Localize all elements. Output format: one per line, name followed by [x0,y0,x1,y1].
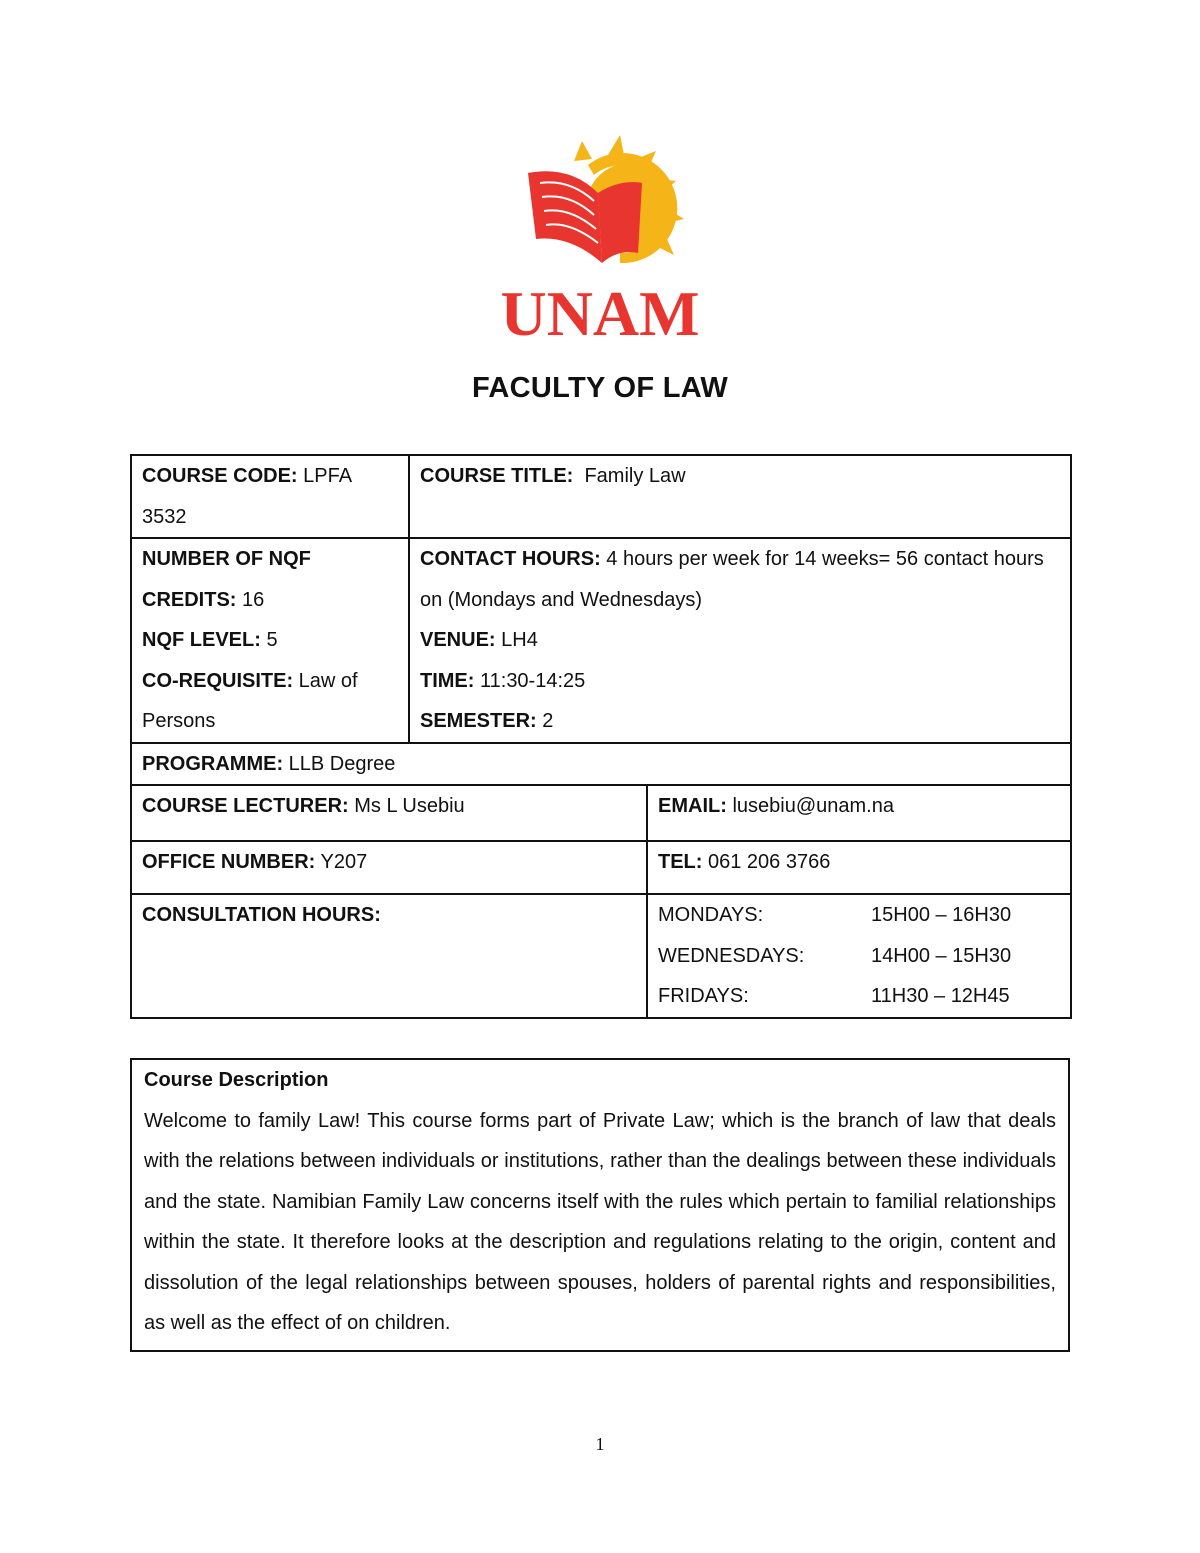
course-code-cell: COURSE CODE: LPFA 3532 [131,455,409,538]
office-cell: OFFICE NUMBER: Y207 [131,841,647,894]
faculty-title: FACULTY OF LAW [471,372,729,404]
table-row [131,743,1071,786]
course-description-cell [131,1059,1069,1351]
table-row [131,785,1071,841]
programme-cell: PROGRAMME: LLB Degree [131,743,1071,786]
table-row [131,841,1071,894]
course-description-box [130,1058,1070,1352]
consultation-row: FRIDAYS: 11H30 – 12H45 [658,985,1010,1007]
consultation-hours-cell [647,894,1071,1018]
table-row [131,455,1071,538]
unam-logo [470,135,730,355]
consultation-row: MONDAYS: 15H00 – 16H30 [658,904,1012,926]
course-title-cell: COURSE TITLE: Family Law [409,455,1071,538]
credits-cell: NUMBER OF NQF CREDITS: 16 NQF LEVEL: 5 CO-REQUISITE: Law of Persons [131,538,409,743]
table-row [131,538,1071,743]
consultation-row: WEDNESDAYS: 14H00 – 15H30 [658,944,1012,967]
lecturer-cell: COURSE LECTURER: Ms L Usebiu [131,785,647,841]
consultation-label-cell: CONSULTATION HOURS: [131,894,647,1018]
description-heading: Course Description [144,1069,329,1091]
description-text: Welcome to family Law! This course forms part of Private Law; which is the branch of law that deals with the relations between individuals or institutions, rather than the dealings between these individuals and the state. Namibian Family Law concerns itself with the rules which pertain to familial relationships within the state. It therefore looks at the description and regulations relating to the origin, content and dissolution of the legal relationships between spouses, holders of parental rights and responsibilities, as well as the effect of on children. [144,1109,1056,1334]
course-info-table [130,454,1072,1019]
unam-wordmark: UNAM [500,278,700,349]
schedule-cell: CONTACT HOURS: 4 hours per week for 14 weeks= 56 contact hours on (Mondays and Wednesdays) VENUE: LH4 TIME: 11:30-14:25 SEMESTER: 2 [409,538,1071,743]
page-number: 1 [595,1434,605,1454]
tel-cell: TEL: 061 206 3766 [647,841,1071,894]
book-icon [528,171,642,263]
email-cell: EMAIL: lusebiu@unam.na [647,785,1071,841]
table-row [131,894,1071,1018]
